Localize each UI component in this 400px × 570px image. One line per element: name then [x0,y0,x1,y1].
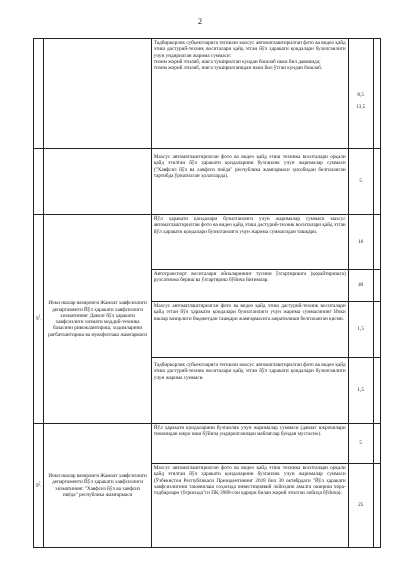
description-text: Йўл ҳаракати қоидалари бузилганлиги учун жарималар суммаси махсус автоматлаштирилган фото ва видео қайд этиш дастурий-техник воситалари қайд этган йўл ҳаракати қоидалари бузилганлиги учун жарима суммасидан ташқари. [153,216,346,235]
organization-cell [44,215,151,424]
percent-cell: 1,5 [348,302,373,358]
percent-cell [348,39,373,149]
tail-cell [373,302,380,358]
description-cell [151,464,348,548]
percent-cell: 25 [348,464,373,548]
description-cell [151,302,348,358]
tail-cell [373,424,380,464]
description-text: Йўл ҳаракати қоидаларини бузганлик учун жарималар суммаси (давлат ижрочилари томонидан ижро иши бўйича ундирилганлари маблағлар бундан мустасно). [153,425,346,438]
organization-cell [44,424,151,548]
row-number: $9^1$. [36,314,42,323]
table-row [34,39,381,149]
percent-cell: 16 [348,215,373,270]
tail-cell [373,358,380,424]
description-cell [151,358,348,424]
table-row [34,149,381,215]
percent-value: 8,5 [357,92,364,98]
organization-name: Ички ишлар вазирлиги Жамоат хавфсизлиги департаменти Йўл ҳаракати хавфсизлиги хизматининг Давлат йўл ҳаракати хавфсизлиги хизмати моддий-техника базасини ривожлантириш, ходимларини рағбатлантириш ва мукофотлаш жамғармаси [48,300,148,338]
description-cell [151,424,348,464]
row-number-cell [34,424,44,548]
page-number: 2 [197,16,203,26]
tail-cell [373,464,380,548]
description-text: Тадбиркорлик субъектларига тегишли махсус автоматлаштирилган фото ва видео қайд этиш дастурий-техник воситалари қайд этган йўл ҳаракати қоидалари бузилганлиги учун жарима суммаси. [153,362,346,381]
percent-value: 13,5 [356,104,366,111]
description-text: Автотранспорт воситалари ойналарининг тусини ўзгартиришга (қорайтиришга) рухсатнома бериш ва ўзгартириш бўйича йиғимлар. [153,271,346,284]
tail-cell [373,39,380,149]
organization-name: Ички ишлар вазирлиги Жамоат хавфсизлиги департаменти Йўл ҳаракати хавфсизлиги хизматининг "Хавфсиз йўл ва хавфсиз пиёда" республика жамғармаси [48,473,147,498]
description-cell [151,215,348,270]
tail-cell [373,270,380,302]
description-text: тизим жорий этилиб, ишга туширилган кундан бошлаб икки йил давомида; [153,58,321,65]
percent-cell: 40 [348,270,373,302]
row-number-cell [34,39,44,149]
description-text: Махсус автоматлаштирилган фото ва видео қайд этиш техника воситалари орқали қайд этилган йўл ҳаракати қоидаларини бузганлик учун жарималар суммаси (Ўзбекистон Республикаси Президентининг 2018 йил 30 октябрдаги "Йўл ҳаракати хавфсизлигини таъминлаш соҳасида инвестициявий лойиҳани амалга ошириш чора-тадбирлари тўғрисида"ги ПҚ-3989-сон қарори билан жорий этилган лойиҳа бўйича). [153,465,346,496]
table-row [34,215,381,270]
percent-cell: 5 [348,149,373,215]
row-number: $9^2$. [36,481,42,489]
tail-cell [373,215,380,270]
description-cell [151,149,348,215]
row-number-cell [34,215,44,424]
tail-cell [373,149,380,215]
description-text: Махсус автоматлаштирилган фото ва видео қайд этиш дастурий-техник воситалари қайд этган йўл ҳаракати қоидалари бузилганлиги учун жарима суммасининг Ички ишлар вазирлиги бюджетдан ташқари жамғармасига ажратилиши белгиланган қисми. [153,303,346,322]
percent-cell: 5 [348,424,373,464]
description-text: тизим жорий этилиб, ишга туширилганидан икки йил ўтган кундан бошлаб. [153,65,323,71]
percent-cell: 1,5 [348,358,373,424]
budget-sources-table [33,38,381,548]
description-text: Тадбиркорлик субъектларига тегишли махсус автоматлаштирилган фото ва видео қайд этиш дастурий-техник воситалари қайд этган йўл ҳаракати қоидалари бузилганлиги учун ундирилган жарима суммаси: [153,40,346,59]
organization-cell [44,39,151,149]
description-cell [151,39,348,149]
description-text: Махсус автоматлаштирилган фото ва видео қайд этиш техника воситалари орқали қайд этилган йўл ҳаракати қоидаларини бузганлик учун жарималар суммаси ("Хавфсиз йўл ва хавфсиз пиёда" республика жамғармаси ҳисобидан белгиланган тартибда ўрнатилган ҳолатларда). [153,154,346,179]
description-cell [151,270,348,302]
row-number-cell [34,149,44,215]
organization-cell [44,149,151,215]
table-row [34,424,381,464]
